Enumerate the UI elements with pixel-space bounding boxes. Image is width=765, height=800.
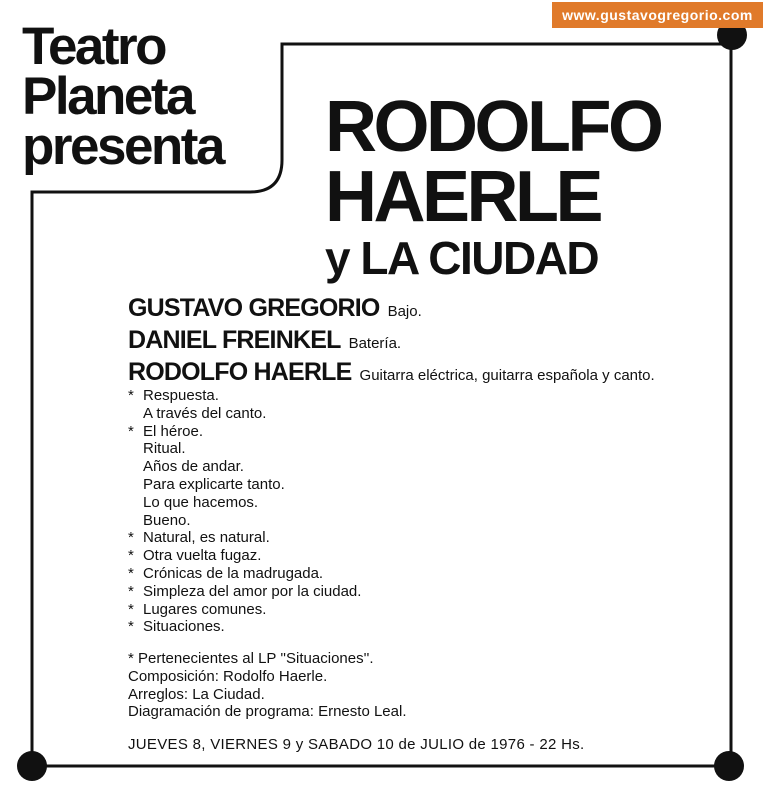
song-item — [128, 618, 361, 636]
headline-artist-first: RODOLFO — [325, 87, 661, 167]
musician-row — [128, 292, 655, 324]
lp-marker: * — [128, 564, 134, 582]
presenter-line: Teatro — [22, 17, 166, 76]
headline-band: y LA CIUDAD — [325, 232, 599, 284]
watermark-url[interactable]: www.gustavogregorio.com — [552, 2, 763, 28]
song-list — [128, 387, 361, 636]
song-title: Otra vuelta fugaz. — [143, 547, 262, 565]
composition-credit: Composición: Rodolfo Haerle. — [128, 667, 328, 685]
musicians-list — [128, 292, 655, 388]
song-item — [128, 529, 361, 547]
musician-name: DANIEL FREINKEL — [128, 326, 341, 354]
song-title: El héroe. — [143, 422, 204, 440]
song-item — [128, 583, 361, 601]
presenter-line: Planeta — [22, 67, 194, 126]
headline — [325, 87, 661, 284]
song-item — [128, 387, 361, 405]
arrangements-credit: Arreglos: La Ciudad. — [128, 685, 265, 703]
lp-marker: * — [128, 618, 134, 636]
headline-artist-last: HAERLE — [325, 157, 601, 237]
song-title: Bueno. — [143, 511, 191, 529]
song-item — [128, 547, 361, 565]
corner-dot-bottom-left — [17, 751, 47, 781]
song-title: Lugares comunes. — [143, 600, 267, 618]
design-credit: Diagramación de programa: Ernesto Leal. — [128, 703, 407, 721]
song-title: A través del canto. — [143, 404, 267, 422]
song-item — [128, 476, 361, 494]
song-title: Años de andar. — [143, 458, 244, 476]
musician-role: Bajo. — [387, 303, 422, 320]
corner-dot-bottom-right — [714, 751, 744, 781]
show-dates: JUEVES 8, VIERNES 9 y SABADO 10 de JULIO de 1976 - 22 Hs. — [128, 736, 585, 753]
song-item — [128, 565, 361, 583]
lp-marker: * — [128, 582, 134, 600]
song-item — [128, 405, 361, 423]
musician-name: GUSTAVO GREGORIO — [128, 294, 380, 322]
song-item — [128, 458, 361, 476]
lp-marker: * — [128, 387, 134, 404]
song-title: Situaciones. — [143, 618, 225, 636]
lp-marker: * — [128, 422, 134, 440]
song-item — [128, 423, 361, 441]
song-title: Para explicarte tanto. — [143, 475, 285, 493]
lp-marker: * — [128, 600, 134, 618]
song-item — [128, 494, 361, 512]
lp-footnote: * Pertenecientes al LP ''Situaciones''. — [128, 650, 374, 667]
song-item — [128, 440, 361, 458]
song-title: Natural, es natural. — [143, 529, 270, 547]
presenter-block — [22, 17, 223, 176]
lp-marker: * — [128, 547, 134, 565]
song-title: Crónicas de la madrugada. — [143, 564, 324, 582]
song-title: Lo que hacemos. — [143, 493, 259, 511]
presenter-line: presenta — [22, 117, 223, 176]
musician-name: RODOLFO HAERLE — [128, 358, 352, 386]
musician-role: Batería. — [348, 335, 402, 352]
musician-role: Guitarra eléctrica, guitarra española y canto. — [359, 367, 655, 384]
song-title: Respuesta. — [143, 387, 219, 404]
credits-notes — [128, 650, 406, 721]
musician-row — [128, 356, 655, 388]
song-title: Simpleza del amor por la ciudad. — [143, 582, 362, 600]
song-item — [128, 512, 361, 530]
song-title: Ritual. — [143, 440, 186, 458]
song-item — [128, 601, 361, 619]
musician-row — [128, 324, 655, 356]
lp-marker: * — [128, 529, 134, 547]
